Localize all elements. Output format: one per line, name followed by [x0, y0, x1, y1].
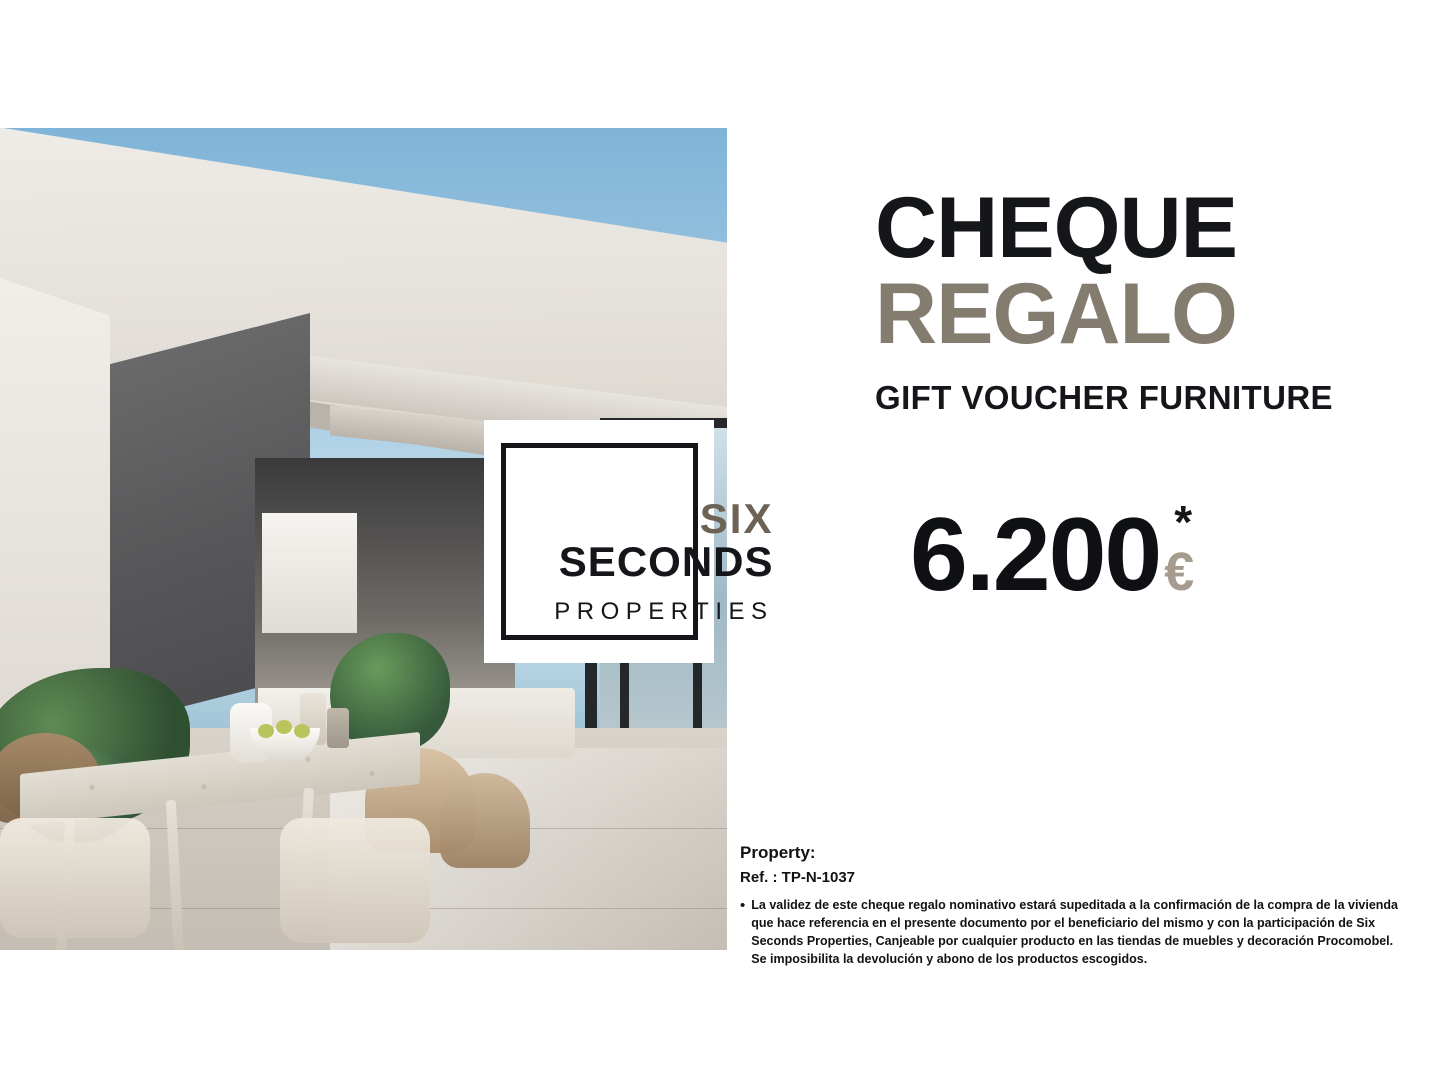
fruit [276, 720, 292, 734]
brand-logo [484, 420, 774, 663]
logo-word-seconds: SECONDS [558, 537, 774, 585]
voucher-title-line2: REGALO [875, 266, 1237, 363]
vase [327, 708, 349, 748]
logo-word-six: SIX [699, 495, 774, 542]
currency-symbol: € [1164, 541, 1195, 602]
voucher-title-line1: CHEQUE [875, 180, 1237, 276]
legal-note [740, 896, 1420, 969]
voucher-amount-row [910, 495, 1440, 613]
voucher-footer [740, 843, 1420, 969]
dining-chair [280, 818, 430, 943]
asterisk-mark: * [1174, 495, 1193, 548]
dining-chair [0, 818, 150, 938]
voucher-headline-block [740, 128, 1440, 613]
bullet-icon: • [740, 897, 746, 914]
fruit [294, 724, 310, 738]
dining-chair [440, 773, 530, 868]
logo-frame [501, 443, 774, 640]
fruit [258, 724, 274, 738]
logo-wordmark [534, 495, 774, 626]
voucher-amount: 6.200 [910, 496, 1161, 613]
voucher-subtitle: GIFT VOUCHER FURNITURE [875, 378, 1333, 416]
property-reference: Ref. : TP-N-1037 [740, 869, 856, 886]
property-label: Property: [740, 843, 816, 862]
logo-word-properties: PROPERTIES [554, 597, 774, 625]
window-blind [262, 513, 357, 633]
legal-text: La validez de este cheque regalo nominativo estará supeditada a la confirmación de la compra de la vivienda que hace referencia en el presente documento por el beneficiario del mismo y con la participación de Six Seconds Properties, Canjeable por cualquier producto en las tiendas de muebles y decoración Procomobel. Se imposibilita la devolución y abono de los productos escogidos. [751, 898, 1399, 967]
